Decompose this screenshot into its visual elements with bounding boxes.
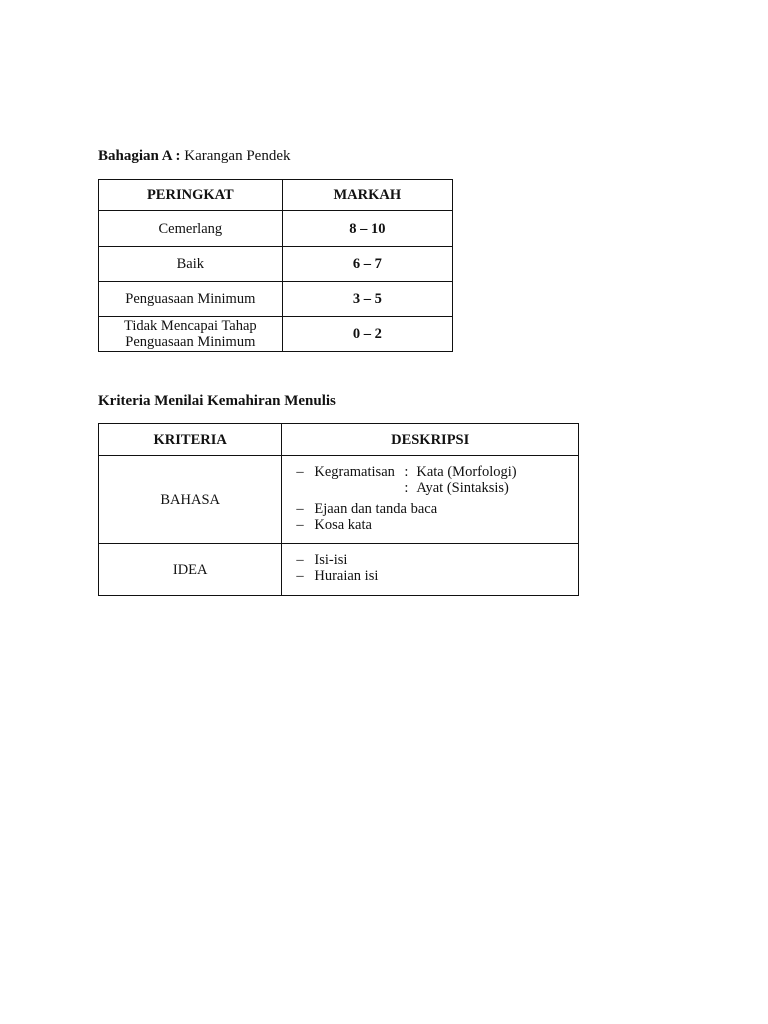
level-cell [99, 282, 283, 317]
level-cell [99, 247, 283, 282]
dash-bullet: – [296, 501, 304, 517]
column-header-deskripsi: DESKRIPSI [282, 424, 579, 456]
level-text: Cemerlang [158, 220, 223, 237]
dash-bullet: – [296, 568, 304, 584]
criteria-table-header-row [99, 424, 579, 456]
level-text-line-2: Penguasaan Minimum [125, 334, 256, 350]
column-header-kriteria: KRITERIA [99, 424, 282, 456]
level-cell [99, 317, 283, 352]
item-text: Kosa kata [314, 517, 372, 533]
item-text: Ejaan dan tanda baca [314, 501, 438, 517]
description-item [296, 501, 578, 517]
dash-bullet: – [296, 552, 304, 568]
item-text: Huraian isi [314, 568, 379, 584]
table-row [99, 456, 579, 544]
marks-cell: 6 – 7 [282, 247, 452, 282]
grading-table [98, 179, 453, 352]
table-row [99, 211, 453, 247]
column-header-peringkat: PERINGKAT [99, 180, 283, 211]
table-row [99, 282, 453, 317]
description-item [296, 480, 578, 496]
section-a-heading-text: Karangan Pendek [184, 148, 291, 164]
item-value: Kata (Morfologi) [416, 464, 517, 480]
level-text-line-1: Tidak Mencapai Tahap [123, 318, 257, 334]
description-cell [282, 544, 579, 596]
item-value: Ayat (Sintaksis) [416, 480, 509, 496]
table-row [99, 544, 579, 596]
marks-cell: 3 – 5 [282, 282, 452, 317]
dash-bullet: – [296, 517, 304, 533]
description-item [296, 517, 578, 533]
level-cell [99, 211, 283, 247]
item-colon: : [404, 480, 409, 496]
description-item [296, 568, 578, 584]
criterion-cell: BAHASA [99, 456, 282, 544]
section-a-heading [98, 147, 291, 165]
table-row [99, 247, 453, 282]
column-header-markah: MARKAH [282, 180, 452, 211]
section-b-heading-text: Kriteria Menilai Kemahiran Menulis [98, 393, 336, 409]
grading-table-header-row [99, 180, 453, 211]
criterion-cell: IDEA [99, 544, 282, 596]
marks-cell: 8 – 10 [282, 211, 452, 247]
marks-cell: 0 – 2 [282, 317, 452, 352]
section-b-heading [98, 392, 336, 410]
description-item [296, 464, 578, 480]
description-item [296, 552, 578, 568]
description-cell [282, 456, 579, 544]
dash-bullet: – [296, 464, 304, 480]
section-a-heading-bold: Bahagian A : [98, 148, 181, 164]
criteria-table [98, 423, 579, 596]
item-text: Isi-isi [314, 552, 348, 568]
item-label: Kegramatisan [314, 464, 395, 480]
level-text: Baik [176, 256, 205, 272]
item-colon: : [404, 464, 409, 480]
level-text: Penguasaan Minimum [125, 291, 256, 307]
table-row [99, 317, 453, 352]
